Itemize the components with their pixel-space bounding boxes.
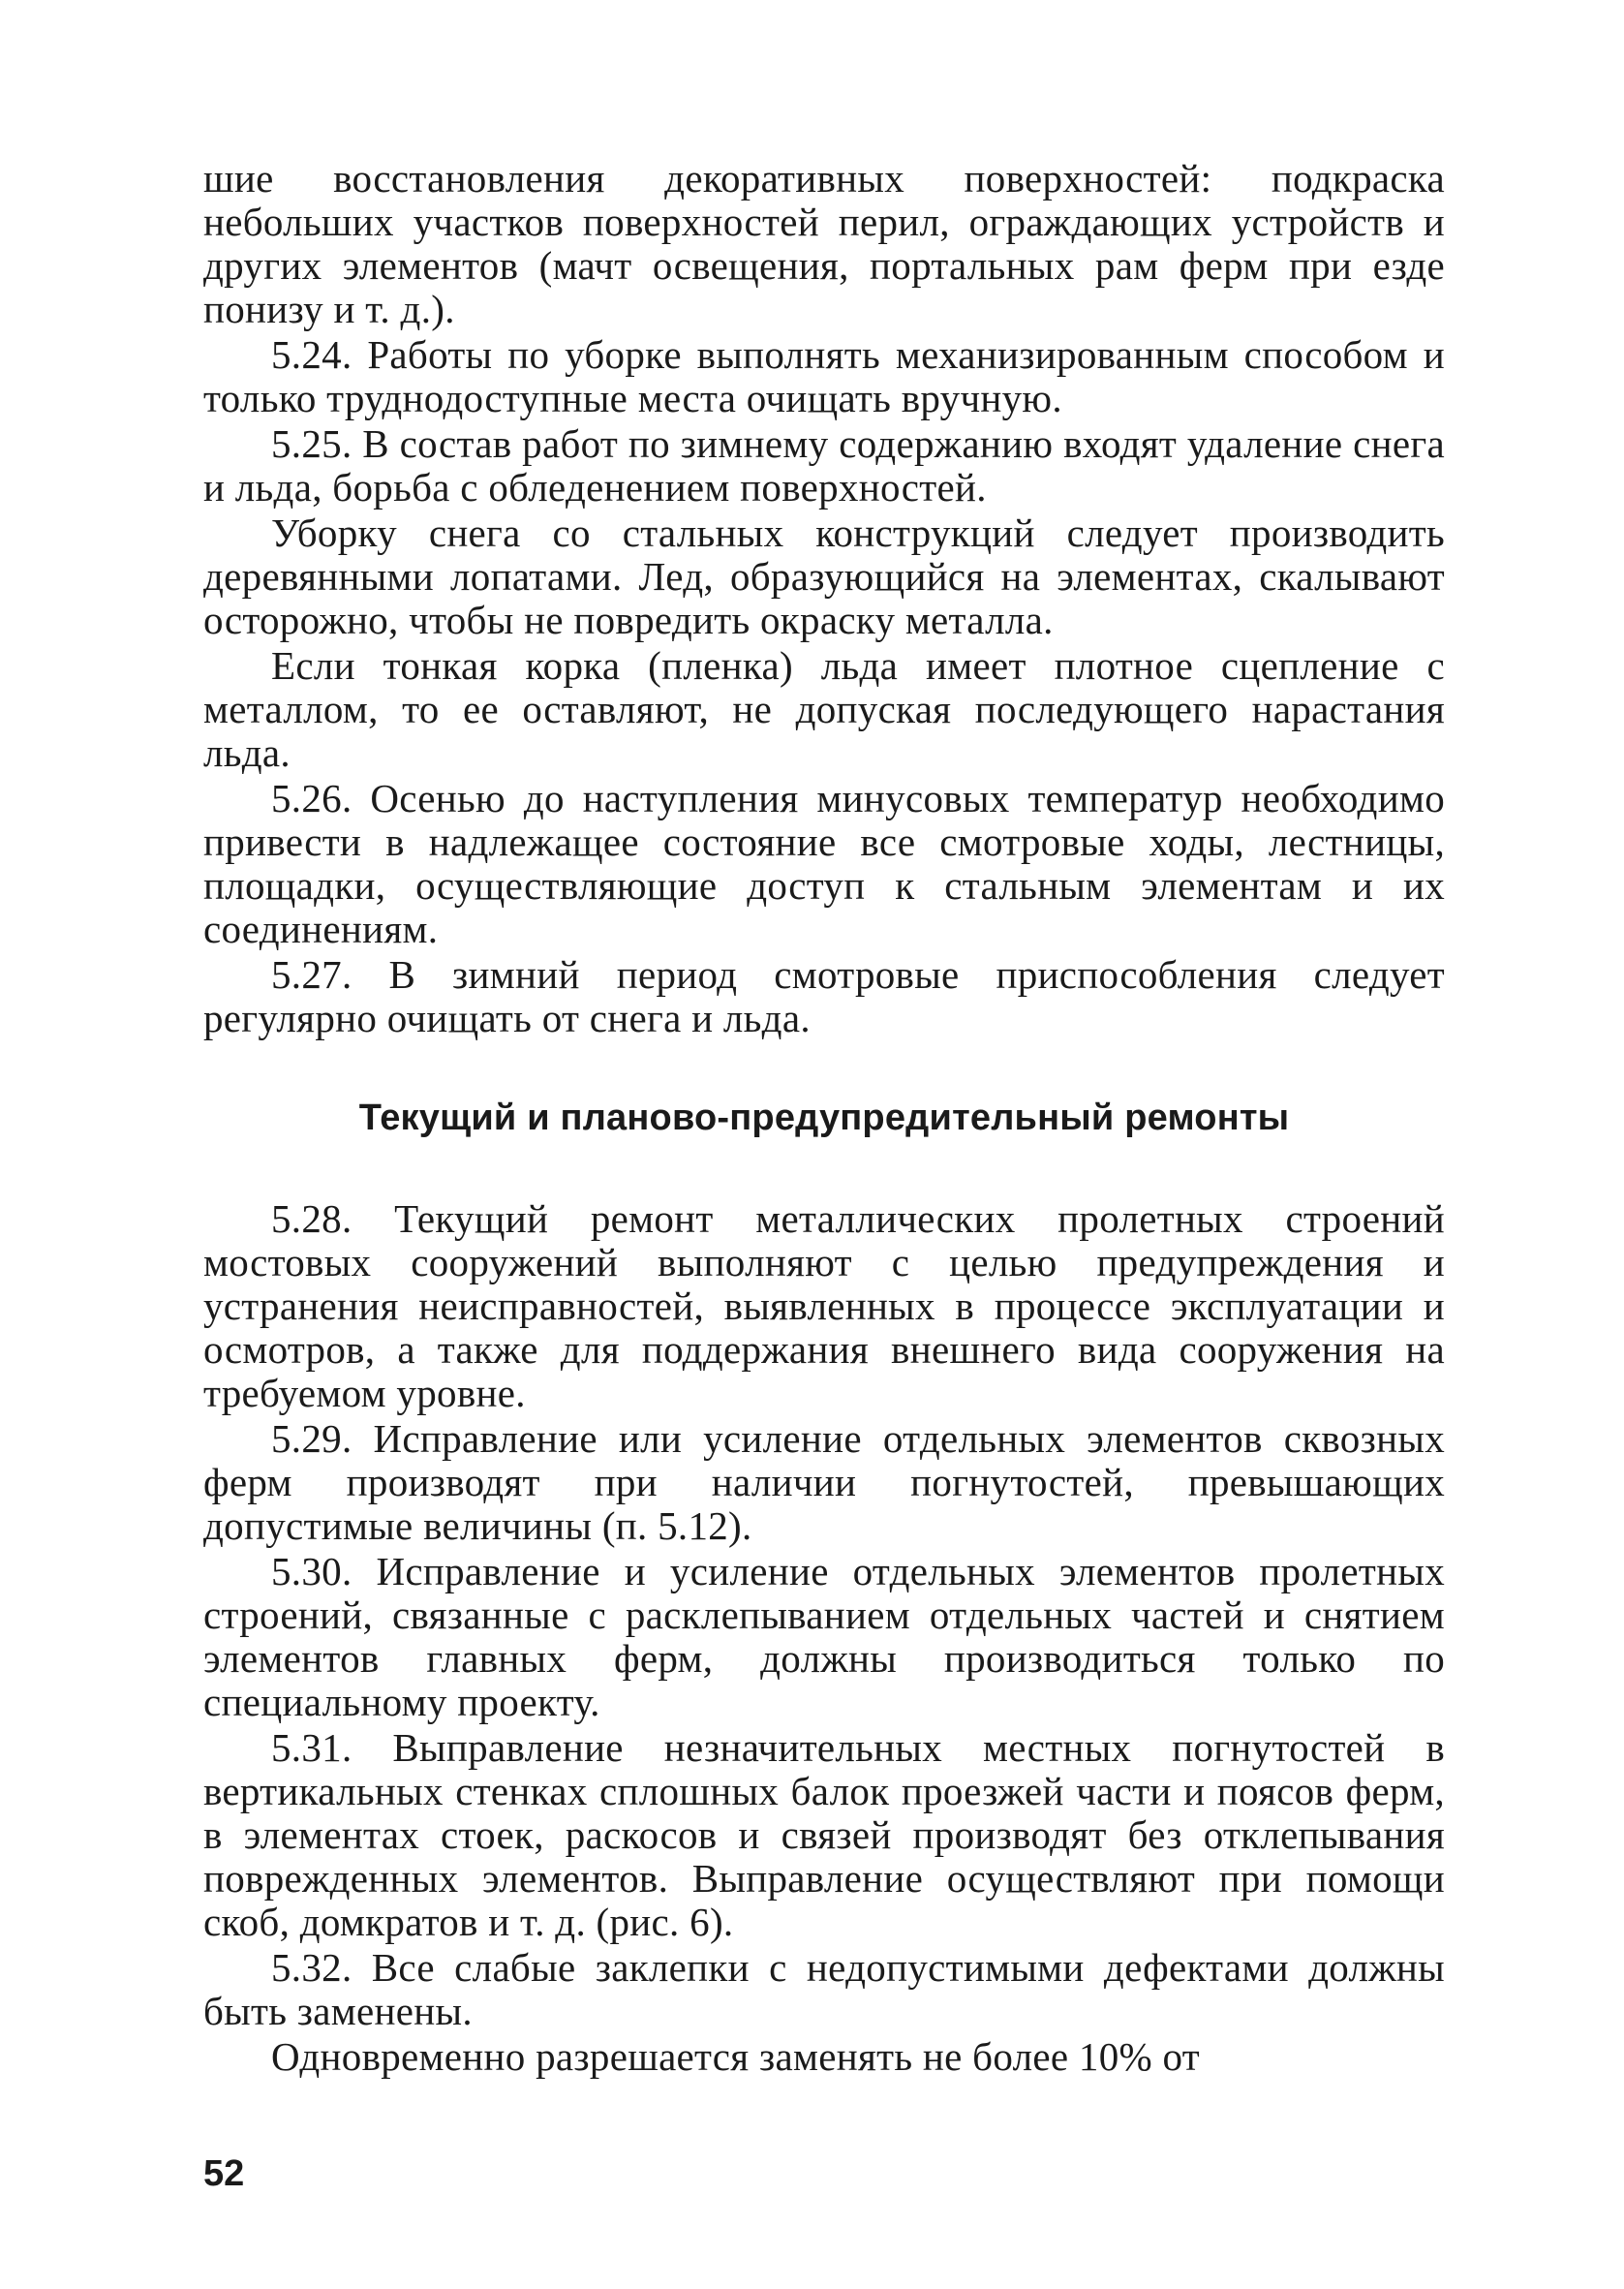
paragraph-5-27: 5.27. В зимний период смотровые приспособления следует регулярно очищать от снега и льда. <box>203 952 1445 1040</box>
paragraph-5-32: 5.32. Все слабые заклепки с недопустимыми дефектами должны быть заменены. <box>203 1945 1445 2033</box>
paragraph-5-26: 5.26. Осенью до наступления минусовых температур необходимо привести в надлежащее состояние все смотровые ходы, лестницы, площадки, осуществляющие доступ к стальным элементам и их соединениям. <box>203 776 1445 951</box>
paragraph-5-28: 5.28. Текущий ремонт металлических пролетных строений мостовых сооружений выполняют с целью предупреждения и устранения неисправностей, выявленных в процессе эксплуатации и осмотров, а также для поддержания внешнего вида сооружения на требуемом уровне. <box>203 1196 1445 1415</box>
paragraph-5-31: 5.31. Выправление незначительных местных погнутостей в вертикальных стенках сплошных балок проезжей части и поясов ферм, в элементах стоек, раскосов и связей производят без отклепывания поврежденных элементов. Выправление осуществляют при помощи скоб, домкратов и т. д. (рис. 6). <box>203 1725 1445 1944</box>
paragraph-ice-crust: Если тонкая корка (пленка) льда имеет плотное сцепление с металлом, то ее оставляют, не допуская последующего нарастания льда. <box>203 643 1445 775</box>
paragraph-5-29: 5.29. Исправление или усиление отдельных элементов сквозных ферм производят при наличии погнутостей, превышающих допустимые величины (п. 5.12). <box>203 1416 1445 1548</box>
paragraph-rivet-replacement: Одновременно разрешается заменять не более 10% от <box>271 2034 1200 2079</box>
page-number: 52 <box>203 2153 245 2194</box>
paragraph-5-25: 5.25. В состав работ по зимнему содержанию входят удаление снега и льда, борьба с обледенением поверхностей. <box>203 421 1445 510</box>
paragraph-snow-removal: Уборку снега со стальных конструкций следует производить деревянными лопатами. Лед, образующийся на элементах, скалывают осторожно, чтобы не повредить окраску металла. <box>203 510 1445 642</box>
paragraph-5-30: 5.30. Исправление и усиление отдельных элементов пролетных строений, связанные с расклепыванием отдельных частей и снятием элементов главных ферм, должны производиться только по специальному проекту. <box>203 1549 1445 1724</box>
section-heading: Текущий и планово-предупредительный ремонты <box>358 1098 1290 1138</box>
paragraph-continuation: шие восстановления декоративных поверхностей: подкраска небольших участков поверхностей перил, ограждающих устройств и других элементов (мачт освещения, портальных рам ферм при езде понизу и т. д.). <box>203 156 1445 331</box>
paragraph-5-24: 5.24. Работы по уборке выполнять механизированным способом и только труднодоступные места очищать вручную. <box>203 332 1445 420</box>
body-text <box>203 157 1445 2079</box>
